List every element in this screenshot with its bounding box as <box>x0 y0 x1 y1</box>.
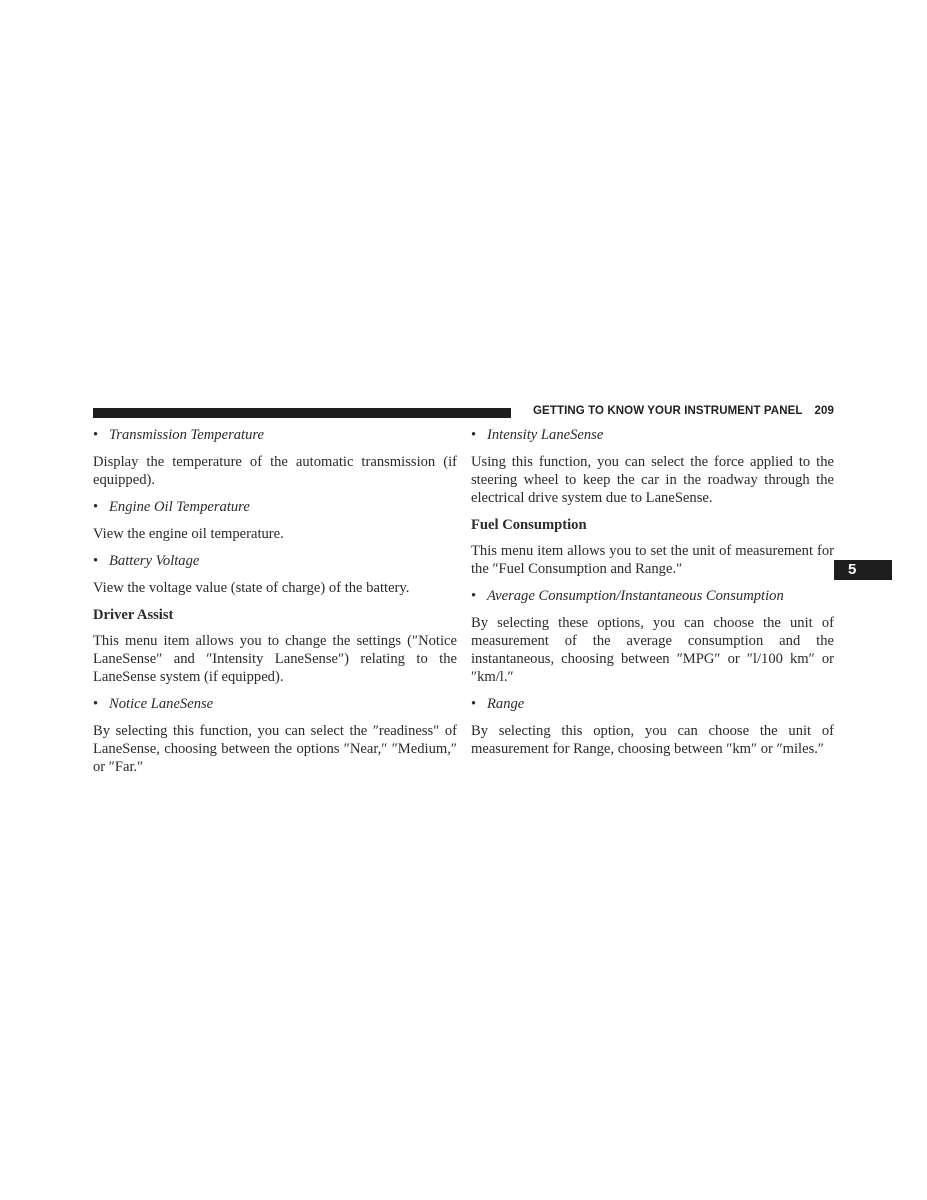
section-heading: Driver Assist <box>93 607 174 623</box>
bullet-label: Average Consumption/Instantaneous Consumption <box>487 588 784 604</box>
bullet-dot: • <box>471 696 477 712</box>
bullet-label: Notice LaneSense <box>109 696 214 712</box>
section-heading: Fuel Consumption <box>471 517 587 533</box>
bullet-item <box>93 426 457 444</box>
bullet-item <box>93 552 457 570</box>
chapter-tab: 5 <box>834 560 892 580</box>
body-paragraph: View the voltage value (state of charge) of the battery. <box>93 580 410 596</box>
body-paragraph: By selecting this function, you can select the ″readiness″ of LaneSense, choosing between the options ″Near,″ ″Medium,″ or ″Far.″ <box>93 723 457 775</box>
right-column <box>471 426 834 767</box>
body-paragraph: This menu item allows you to set the unit of measurement for the ″Fuel Consumption and Range.″ <box>471 543 834 577</box>
bullet-label: Engine Oil Temperature <box>109 499 250 515</box>
section-title: GETTING TO KNOW YOUR INSTRUMENT PANEL <box>533 405 803 417</box>
bullet-item <box>93 695 457 713</box>
bullet-item <box>471 695 834 713</box>
body-paragraph: Display the temperature of the automatic transmission (if equipped). <box>93 454 457 488</box>
header-rule <box>93 408 511 418</box>
bullet-dot: • <box>93 427 99 443</box>
bullet-label: Transmission Temperature <box>109 427 265 443</box>
bullet-dot: • <box>93 553 99 569</box>
body-paragraph: By selecting these options, you can choose the unit of measurement of the average consumption and the instantaneous, choosing between ″MPG″ or ″l/100 km″ or ″km/l.″ <box>471 615 834 685</box>
page-number: 209 <box>814 405 834 417</box>
bullet-label: Intensity LaneSense <box>487 427 604 443</box>
bullet-label: Range <box>487 696 525 712</box>
bullet-dot: • <box>93 499 99 515</box>
bullet-item <box>471 587 834 605</box>
bullet-dot: • <box>93 696 99 712</box>
bullet-item <box>471 426 834 444</box>
running-header <box>520 405 834 417</box>
body-paragraph: This menu item allows you to change the settings (″Notice LaneSense″ and ″Intensity LaneSense″) relating to the LaneSense system (if equipped). <box>93 633 457 685</box>
bullet-dot: • <box>471 427 477 443</box>
bullet-label: Battery Voltage <box>109 553 200 569</box>
body-paragraph: Using this function, you can select the force applied to the steering wheel to keep the car in the roadway through the electrical drive system due to LaneSense. <box>471 454 834 506</box>
left-column <box>93 426 457 785</box>
bullet-dot: • <box>471 588 477 604</box>
body-paragraph: By selecting this option, you can choose the unit of measurement for Range, choosing between ″km″ or ″miles.″ <box>471 723 834 757</box>
body-paragraph: View the engine oil temperature. <box>93 526 284 542</box>
bullet-item <box>93 498 457 516</box>
